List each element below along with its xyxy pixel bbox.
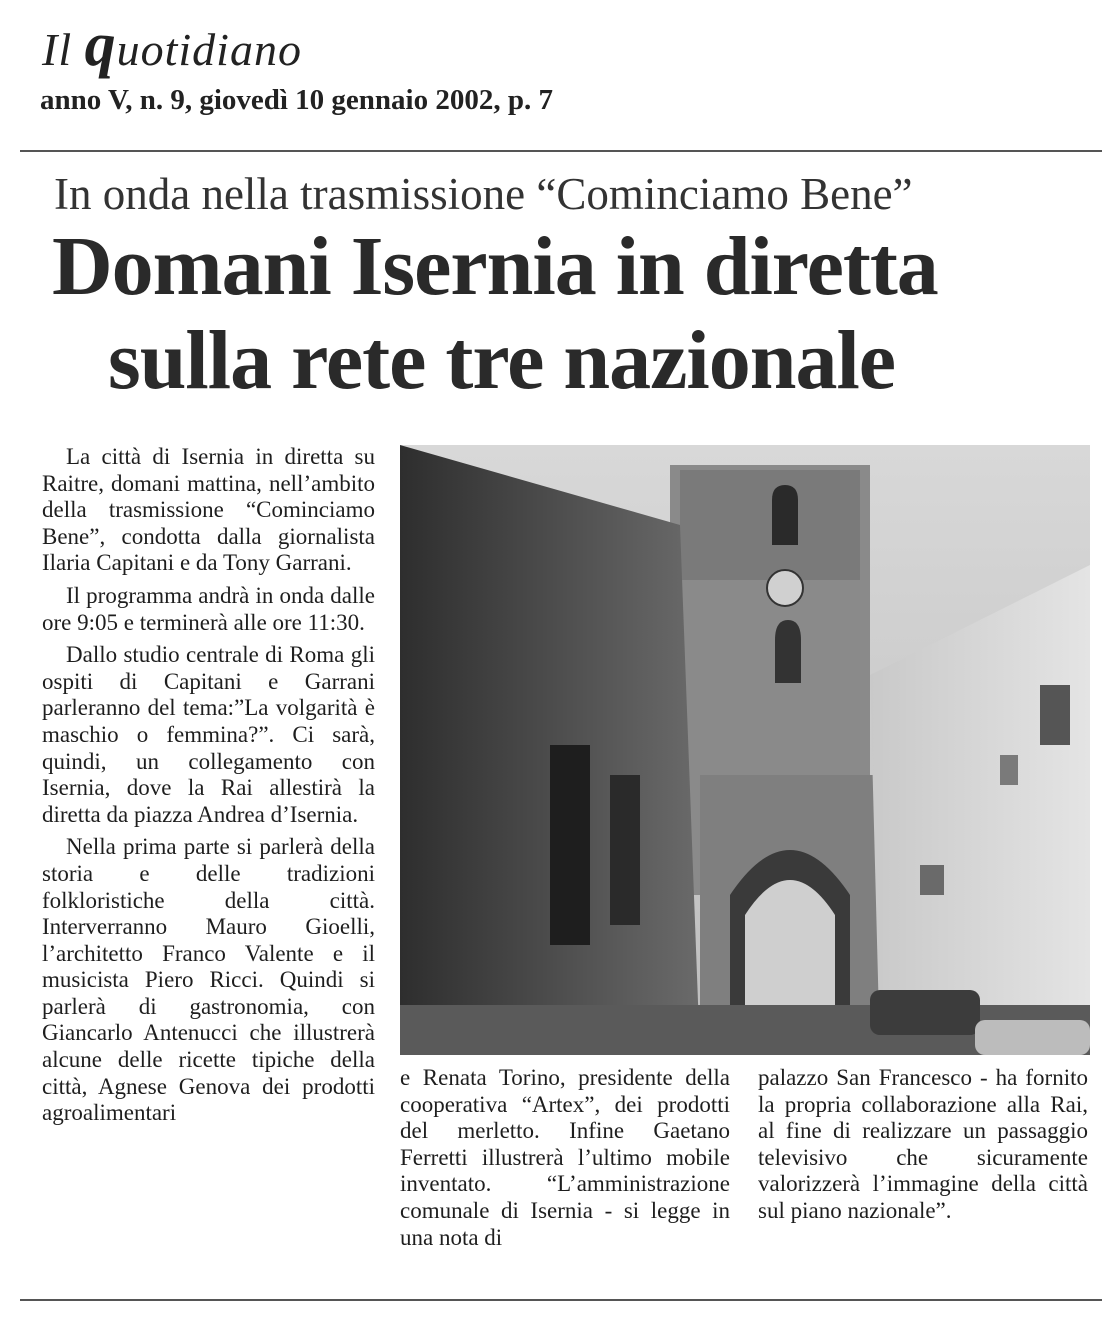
- issue-line: anno V, n. 9, giovedì 10 gennaio 2002, p. 7: [40, 84, 553, 116]
- paragraph: Il programma andrà in onda dalle ore 9:05 e terminerà alle ore 11:30.: [42, 582, 375, 635]
- newspaper-masthead: [42, 10, 302, 81]
- bottom-divider: [20, 1299, 1102, 1301]
- article-kicker: In onda nella trasmissione “Cominciamo Bene”: [54, 169, 913, 219]
- masthead-il: Il: [42, 24, 73, 75]
- headline-line-1: Domani Isernia in diretta: [52, 220, 938, 313]
- street-photo: [400, 445, 1090, 1055]
- article-headline: [52, 220, 1102, 408]
- masthead-uotidiano: uotidiano: [116, 24, 302, 75]
- article-column-3: [758, 1065, 1088, 1231]
- masthead-q: q: [84, 11, 117, 79]
- paragraph: Nella prima parte si parlerà della storia e delle tradizioni folkloristiche della città. Interverranno Mauro Gioelli, l’architetto Franco Valente e il musicista Piero Ricci. Quindi si parlerà di gastronomia, con Giancarlo Antenucci che illustrerà alcune delle ricette tipiche della città, Agnese Genova dei prodotti agroalimentari: [42, 834, 375, 1126]
- article-column-1: [42, 444, 375, 1133]
- paragraph: Dallo studio centrale di Roma gli ospiti di Capitani e Garrani parleranno del tema:”La volgarità è maschio o femmina?”. Ci sarà, quindi, un collegamento con Isernia, dove la Rai allestirà la diretta da piazza Andrea d’Isernia.: [42, 642, 375, 827]
- article-column-2: [400, 1065, 730, 1257]
- street-arch-bell-tower-photo-icon: [400, 445, 1090, 1055]
- paragraph: e Renata Torino, presidente della cooperativa “Artex”, dei prodotti del merletto. Infine Gaetano Ferretti illustrerà l’ultimo mobile inventato. “L’amministrazione comunale di Isernia - si legge in una nota di: [400, 1065, 730, 1250]
- top-divider: [20, 150, 1102, 152]
- paragraph: palazzo San Francesco - ha fornito la propria collaborazione alla Rai, al fine di realizzare un passaggio televisivo che sicuramente valorizzerà l’immagine della città sul piano nazionale”.: [758, 1065, 1088, 1223]
- headline-line-2: sulla rete tre nazionale: [108, 314, 896, 407]
- paragraph: La città di Isernia in diretta su Raitre, domani mattina, nell’ambito della trasmissione “Cominciamo Bene”, condotta dalla giornalista Ilaria Capitani e da Tony Garrani.: [42, 444, 375, 576]
